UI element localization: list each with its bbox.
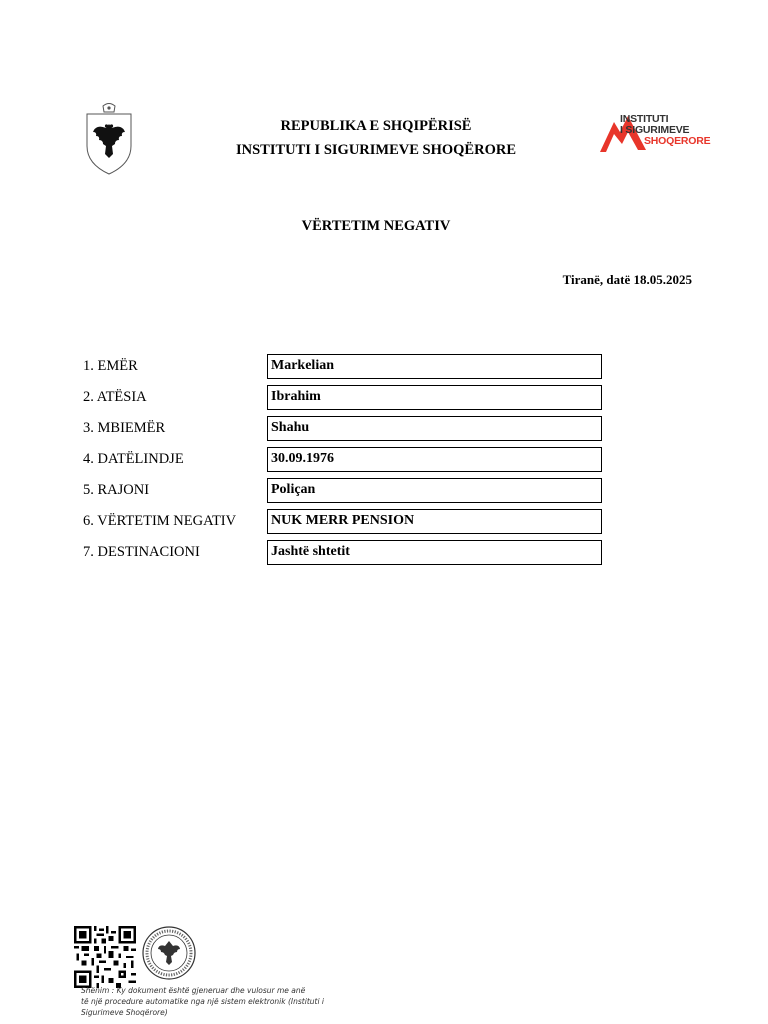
official-seal-icon (141, 925, 197, 981)
logo-line3: SHOQERORE (644, 135, 711, 147)
field-value-atesia: Ibrahim (267, 385, 602, 410)
field-label-atesia: 2. ATËSIA (83, 389, 147, 405)
field-value-destinacioni: Jashtë shtetit (267, 540, 602, 565)
logo-line2: I SIGURIMEVE (620, 124, 690, 136)
footer-note-line2: të një procedure automatike nga një sistem elektronik (Instituti i (81, 997, 325, 1006)
field-value-mbiemer: Shahu (267, 416, 602, 441)
footer-note (81, 985, 381, 1018)
field-value-rajoni: Poliçan (267, 478, 602, 503)
document-title: VËRTETIM NEGATIV (301, 218, 451, 234)
iss-logo (598, 112, 716, 156)
field-value-vertetim: NUK MERR PENSION (267, 509, 602, 534)
logo-line1: INSTITUTI (620, 113, 669, 125)
field-label-datelindje: 4. DATËLINDJE (83, 451, 184, 467)
place-date: Tiranë, datë 18.05.2025 (562, 272, 692, 287)
footer-note-line1: Shënim : Ky dokument është gjeneruar dhe vulosur me anë (81, 986, 306, 995)
field-value-emer: Markelian (267, 354, 602, 379)
header-republic: REPUBLIKA E SHQIPËRISË (280, 118, 472, 134)
footer-note-line3: Sigurimeve Shoqërore) (81, 1008, 168, 1017)
field-label-emer: 1. EMËR (83, 358, 138, 374)
header-institute: INSTITUTI I SIGURIMEVE SHOQËRORE (235, 142, 516, 158)
field-label-rajoni: 5. RAJONI (83, 482, 150, 498)
field-value-datelindje: 30.09.1976 (267, 447, 602, 472)
qr-code-icon (74, 926, 136, 988)
field-label-destinacioni: 7. DESTINACIONI (83, 544, 200, 560)
field-label-mbiemer: 3. MBIEMËR (83, 420, 166, 436)
albanian-eagle-emblem-icon (84, 102, 134, 176)
field-label-vertetim: 6. VËRTETIM NEGATIV (83, 513, 237, 529)
